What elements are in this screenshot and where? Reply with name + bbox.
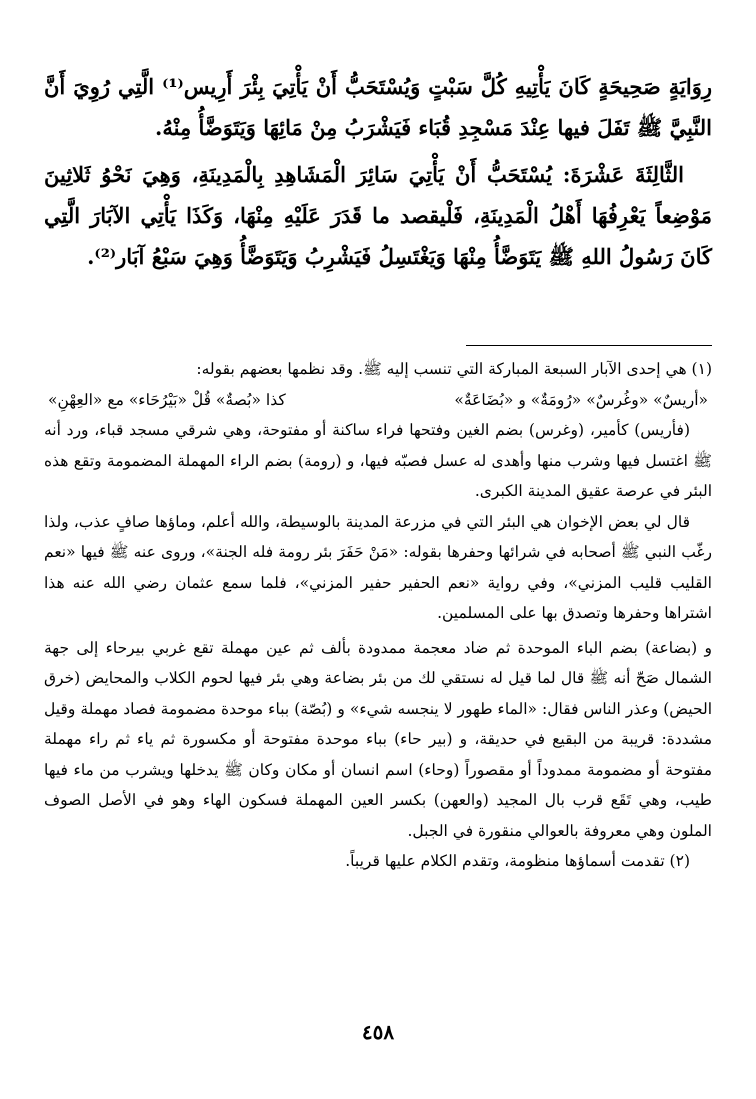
main-paragraph: رِوَايَةٍ صَحِيحَةٍ كَانَ يَأْتِيهِ كُلَّ سَبْتٍ وَيُسْتَحَبُّ أَنْ يَأْتِيَ بِئْرَ أَرِيس⁽¹⁾ الَّتِي رُوِيَ أَنَّ النَّبِيَّ ﷺ تَفَلَ فيها عِنْدَ مَسْجِدِ قُبَاء فَيَشْرَبُ مِنْ مَائِهَا وَيَتَوَضَّأُ مِنْهُ. [44,74,712,140]
footnote-paragraph: قال لي بعض الإخوان هي البئر التي في مزرعة المدينة بالوسيطة، والله أعلم، وماؤها صافٍ عذب، ولذا رغّب النبي ﷺ أصحابه في شرائها وحفرها بقوله: «مَنْ حَفَرَ بئر رومة فله الجنة»، وروى عنه ﷺ فيها «نعم القليب قليب المزني»، وفي رواية «نعم الحفير حفير المزني»، فلما سمع عثمان رضي الله عنه هذا اشتراها وحفرها وتصدق بها على المسلمين. [44,512,712,622]
footnote-paragraph: و (بضاعة) بضم الباء الموحدة ثم ضاد معجمة ممدودة بألف ثم عين مهملة تقع غربي بيرحاء إلى جهة الشمال صَحّ أنه ﷺ قال لما قيل له نستقي لك من بئر بضاعة وهي بئر فيها لحوم الكلاب والمحايض (خرق الحيض) وعذر الناس فقال: «الماء طهور لا ينجسه شيء» و (بُصّة) بباء موحدة مضمومة فصاد مهملة وقيل مشددة: قريبة من البقيع في حديقة، و (بير حاء) بباء موحدة مفتوحة أو مكسورة ثم ياء ثم راء مهملة مفتوحة أو مضمومة ممدوداً أو مقصوراً (وحاء) اسم انسان أو مكان وكان ﷺ يدخلها ويشرب من ماء فيها طيب، وهي تَقَع قرب بال المجيد (والعهن) بكسر العين المهملة فسكون الهاء وهو في الأصل الصوف الملون وهي معروفة بالعوالي منقورة في الجبل. [44,638,712,840]
footnote-paragraph: (فأريس) كأمير، (وغرس) بضم الغين وفتحها فراء ساكنة أو مفتوحة، وهي شرقي مسجد قباء، ورد أنه ﷺ اغتسل فيها وشرب منها وأهدى له عسل فصبّه فيها، و (رومة) بضم الراء المهملة المضمومة وتقع هذه البئر في عرصة عقيق المدينة الكبرى. [44,421,712,500]
verse-hemistich-right: «أريسٌ» «وغُرسٌ» «رُومَةٌ» و «بُضَاعَةٌ» [454,390,708,409]
page-number: ٤٥٨ [361,1020,395,1044]
footnote-2: (٢) تقدمت أسماؤها منظومة، وتقدم الكلام عليها قريباً. [345,852,690,870]
verse-hemistich-left: كذا «بُصةٌ» قُلْ «بَيْرُحَاء» مع «العِهْنِ» [48,390,286,409]
footnote-separator [466,345,712,346]
main-text [44,66,712,277]
footnote-1-intro: (١) هي إحدى الآبار السبعة المباركة التي تنسب إليه ﷺ. وقد نظمها بعضهم بقوله: [196,360,712,378]
poem-verse [44,385,712,416]
main-paragraph: الثَّالِثَةَ عَشْرَةَ: يُسْتَحَبُّ أَنْ يَأْتِيَ سَائِرَ الْمَشَاهِدِ بِالْمَدِينَةِ، وَهِيَ نَحْوُ ثَلاثِينَ مَوْضِعاً يَعْرِفُهَا أَهْلُ الْمَدِينَةِ، فَلْيقصد ما قَدَرَ عَلَيْهِ مِنْهَا، وَكَذَا يَأْتِي الآبَارَ الَّتِي كَانَ رَسُولُ اللهِ ﷺ يَتَوَضَّأُ مِنْهَا وَيَغْتَسِلُ فَيَشْرِبُ وَيَتَوَضَّأُ وَهِيَ سَبْعُ آبَار⁽²⁾. [44,162,712,269]
footnotes [44,354,712,877]
